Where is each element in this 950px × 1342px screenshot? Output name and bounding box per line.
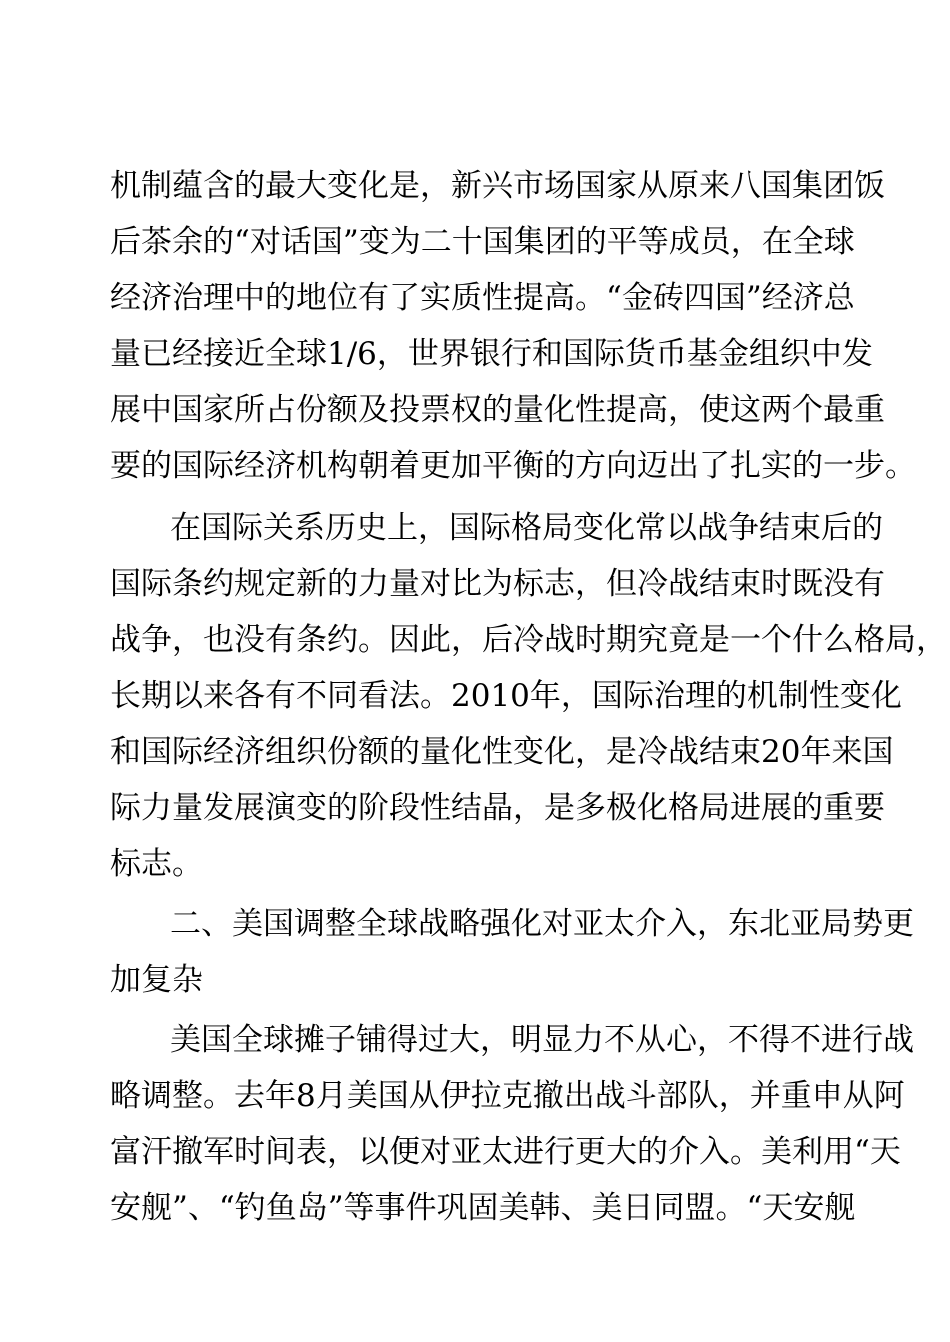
text-line-content: 机制蕴含的最大变化是，新兴市场国家从原来八国集团饭	[110, 168, 885, 204]
text-line-content: 和国际经济组织份额的量化性变化，是冷战结束20年来国	[110, 734, 894, 770]
text-line	[0, 780, 950, 836]
text-line	[0, 1068, 950, 1124]
text-line-content: 长期以来各有不同看法。2010年，国际治理的机制性变化	[110, 678, 902, 714]
text-line	[0, 836, 950, 892]
text-line-content: 际力量发展演变的阶段性结晶，是多极化格局进展的重要	[110, 790, 885, 826]
section-heading	[0, 896, 950, 952]
text-line	[0, 724, 950, 780]
text-line-content: 加复杂	[110, 962, 203, 998]
text-line-content: 经济治理中的地位有了实质性提高。“金砖四国”经济总	[110, 280, 855, 316]
text-line-content: 量已经接近全球1/6，世界银行和国际货币基金组织中发	[110, 336, 873, 372]
text-line-content: 展中国家所占份额及投票权的量化性提高，使这两个最重	[110, 392, 885, 428]
text-line-content: 安舰”、“钓鱼岛”等事件巩固美韩、美日同盟。“天安舰	[110, 1190, 856, 1226]
text-line-content: 二、美国调整全球战略强化对亚太介入，东北亚局势更	[170, 906, 914, 942]
text-line-content: 略调整。去年8月美国从伊拉克撤出战斗部队，并重申从阿	[110, 1078, 905, 1114]
text-line-content: 标志。	[110, 846, 203, 882]
text-line	[0, 270, 950, 326]
text-line	[0, 668, 950, 724]
text-line-content: 美国全球摊子铺得过大，明显力不从心，不得不进行战	[170, 1022, 914, 1058]
text-line	[0, 382, 950, 438]
text-line-content: 国际条约规定新的力量对比为标志，但冷战结束时既没有	[110, 566, 885, 602]
text-line	[0, 1124, 950, 1180]
text-line	[0, 158, 950, 214]
text-line	[0, 1012, 950, 1068]
text-line-content: 战争，也没有条约。因此，后冷战时期究竟是一个什么格局，	[110, 622, 947, 658]
text-line-content: 富汗撤军时间表，以便对亚太进行更大的介入。美利用“天	[110, 1134, 901, 1170]
text-line	[0, 556, 950, 612]
text-line-content: 要的国际经济机构朝着更加平衡的方向迈出了扎实的一步。	[110, 448, 916, 484]
text-line-content: 后茶余的“对话国”变为二十国集团的平等成员，在全球	[110, 224, 855, 260]
text-line	[0, 326, 950, 382]
text-line	[0, 500, 950, 556]
text-line	[0, 214, 950, 270]
text-line	[0, 612, 950, 668]
text-line	[0, 952, 950, 1008]
text-line-content: 在国际关系历史上，国际格局变化常以战争结束后的	[170, 510, 883, 546]
text-line	[0, 1180, 950, 1236]
text-line	[0, 438, 950, 494]
